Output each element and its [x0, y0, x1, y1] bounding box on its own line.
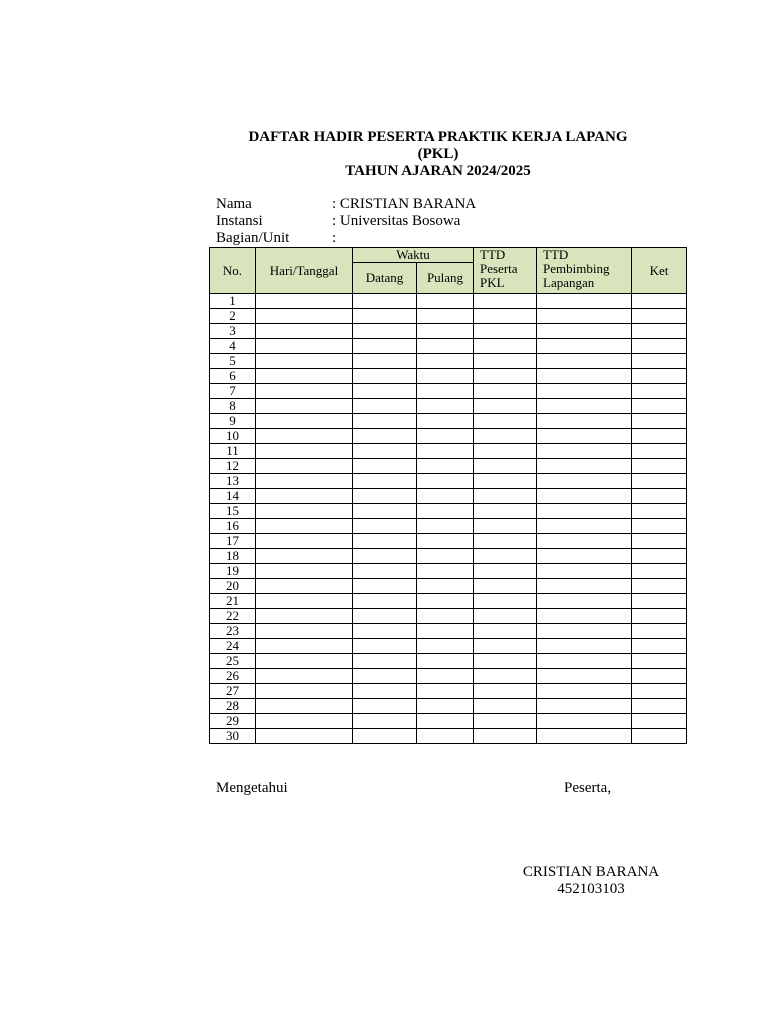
- cell-datang: [353, 324, 417, 339]
- ttd-peserta-line-1: TTD: [480, 247, 506, 262]
- cell-ttd-pembimbing: [537, 594, 632, 609]
- cell-datang: [353, 354, 417, 369]
- cell-datang: [353, 429, 417, 444]
- cell-datang: [353, 474, 417, 489]
- cell-datang: [353, 669, 417, 684]
- cell-no: 21: [210, 594, 256, 609]
- cell-ket: [632, 564, 687, 579]
- cell-ttd-peserta: [474, 429, 537, 444]
- table-row: [210, 309, 687, 324]
- cell-datang: [353, 594, 417, 609]
- cell-pulang: [417, 564, 474, 579]
- cell-no: 22: [210, 609, 256, 624]
- signature-block: [516, 864, 666, 898]
- cell-no: 19: [210, 564, 256, 579]
- cell-pulang: [417, 489, 474, 504]
- info-row-nama: [216, 196, 616, 213]
- cell-ttd-pembimbing: [537, 579, 632, 594]
- cell-ttd-pembimbing: [537, 699, 632, 714]
- cell-no: 8: [210, 399, 256, 414]
- cell-ttd-peserta: [474, 354, 537, 369]
- cell-no: 16: [210, 519, 256, 534]
- cell-ttd-pembimbing: [537, 729, 632, 744]
- cell-no: 14: [210, 489, 256, 504]
- header-hari-tanggal: Hari/Tanggal: [256, 248, 353, 294]
- cell-ttd-pembimbing: [537, 309, 632, 324]
- cell-ttd-peserta: [474, 414, 537, 429]
- table-row: [210, 504, 687, 519]
- cell-pulang: [417, 459, 474, 474]
- cell-datang: [353, 309, 417, 324]
- cell-pulang: [417, 444, 474, 459]
- cell-ket: [632, 444, 687, 459]
- cell-hari-tanggal: [256, 414, 353, 429]
- cell-pulang: [417, 714, 474, 729]
- bagian-label: Bagian/Unit: [216, 230, 290, 246]
- cell-no: 5: [210, 354, 256, 369]
- table-row: [210, 459, 687, 474]
- cell-ket: [632, 579, 687, 594]
- cell-hari-tanggal: [256, 399, 353, 414]
- cell-ttd-pembimbing: [537, 534, 632, 549]
- cell-pulang: [417, 639, 474, 654]
- cell-ket: [632, 399, 687, 414]
- cell-pulang: [417, 309, 474, 324]
- cell-ttd-peserta: [474, 384, 537, 399]
- table-row: [210, 729, 687, 744]
- cell-no: 24: [210, 639, 256, 654]
- cell-pulang: [417, 504, 474, 519]
- cell-no: 7: [210, 384, 256, 399]
- cell-ttd-peserta: [474, 339, 537, 354]
- cell-ttd-peserta: [474, 729, 537, 744]
- cell-ket: [632, 384, 687, 399]
- cell-no: 12: [210, 459, 256, 474]
- signer-name: CRISTIAN BARANA: [522, 864, 660, 880]
- cell-ket: [632, 699, 687, 714]
- table-row: [210, 684, 687, 699]
- nama-value: : CRISTIAN BARANA: [332, 196, 477, 212]
- cell-no: 17: [210, 534, 256, 549]
- nama-label: Nama: [216, 196, 252, 212]
- cell-hari-tanggal: [256, 639, 353, 654]
- cell-hari-tanggal: [256, 729, 353, 744]
- cell-hari-tanggal: [256, 504, 353, 519]
- cell-ttd-pembimbing: [537, 339, 632, 354]
- table-row: [210, 609, 687, 624]
- table-row: [210, 369, 687, 384]
- cell-ket: [632, 369, 687, 384]
- cell-datang: [353, 549, 417, 564]
- ttd-peserta-line-2: Peserta: [480, 261, 518, 276]
- info-row-instansi: [216, 213, 616, 230]
- cell-ket: [632, 594, 687, 609]
- cell-pulang: [417, 579, 474, 594]
- cell-datang: [353, 729, 417, 744]
- cell-hari-tanggal: [256, 294, 353, 309]
- cell-datang: [353, 534, 417, 549]
- cell-ttd-pembimbing: [537, 459, 632, 474]
- cell-pulang: [417, 399, 474, 414]
- cell-ttd-peserta: [474, 489, 537, 504]
- ttd-pembimbing-line-3: Lapangan: [543, 275, 595, 290]
- cell-hari-tanggal: [256, 534, 353, 549]
- cell-ttd-pembimbing: [537, 384, 632, 399]
- table-row: [210, 294, 687, 309]
- cell-hari-tanggal: [256, 339, 353, 354]
- cell-ttd-peserta: [474, 474, 537, 489]
- cell-no: 11: [210, 444, 256, 459]
- cell-datang: [353, 294, 417, 309]
- cell-ttd-peserta: [474, 534, 537, 549]
- cell-datang: [353, 639, 417, 654]
- cell-hari-tanggal: [256, 609, 353, 624]
- cell-ket: [632, 504, 687, 519]
- header-no: No.: [210, 248, 256, 294]
- cell-no: 27: [210, 684, 256, 699]
- cell-ttd-peserta: [474, 684, 537, 699]
- cell-hari-tanggal: [256, 699, 353, 714]
- cell-pulang: [417, 414, 474, 429]
- cell-ket: [632, 669, 687, 684]
- cell-ttd-peserta: [474, 699, 537, 714]
- cell-hari-tanggal: [256, 669, 353, 684]
- cell-ket: [632, 489, 687, 504]
- cell-pulang: [417, 624, 474, 639]
- cell-ket: [632, 324, 687, 339]
- title-line-3: TAHUN AJARAN 2024/2025: [345, 163, 531, 179]
- cell-no: 20: [210, 579, 256, 594]
- peserta-label: Peserta,: [564, 780, 612, 796]
- table-row: [210, 699, 687, 714]
- cell-ttd-pembimbing: [537, 519, 632, 534]
- cell-hari-tanggal: [256, 429, 353, 444]
- ttd-pembimbing-line-1: TTD: [543, 247, 569, 262]
- cell-datang: [353, 624, 417, 639]
- cell-ttd-pembimbing: [537, 624, 632, 639]
- table-row: [210, 489, 687, 504]
- instansi-label: Instansi: [216, 213, 263, 229]
- cell-hari-tanggal: [256, 564, 353, 579]
- signer-id: 452103103: [557, 881, 625, 897]
- cell-no: 13: [210, 474, 256, 489]
- table-row: [210, 414, 687, 429]
- cell-datang: [353, 564, 417, 579]
- cell-no: 1: [210, 294, 256, 309]
- cell-ttd-peserta: [474, 609, 537, 624]
- cell-pulang: [417, 354, 474, 369]
- cell-ttd-pembimbing: [537, 489, 632, 504]
- cell-datang: [353, 699, 417, 714]
- cell-datang: [353, 504, 417, 519]
- cell-hari-tanggal: [256, 459, 353, 474]
- table-row: [210, 444, 687, 459]
- cell-ket: [632, 519, 687, 534]
- cell-pulang: [417, 594, 474, 609]
- cell-pulang: [417, 684, 474, 699]
- cell-ket: [632, 459, 687, 474]
- cell-ttd-peserta: [474, 324, 537, 339]
- cell-datang: [353, 444, 417, 459]
- header-ttd-pembimbing: [537, 248, 632, 294]
- header-ttd-peserta: [474, 248, 537, 294]
- cell-pulang: [417, 429, 474, 444]
- cell-no: 15: [210, 504, 256, 519]
- cell-no: 4: [210, 339, 256, 354]
- cell-ttd-peserta: [474, 459, 537, 474]
- cell-ket: [632, 354, 687, 369]
- title-line-1: DAFTAR HADIR PESERTA PRAKTIK KERJA LAPANG: [248, 129, 628, 145]
- table-row: [210, 354, 687, 369]
- table-row: [210, 594, 687, 609]
- cell-pulang: [417, 729, 474, 744]
- cell-ttd-pembimbing: [537, 564, 632, 579]
- cell-ttd-peserta: [474, 309, 537, 324]
- bagian-value: :: [332, 230, 337, 246]
- document-title: [200, 129, 676, 180]
- cell-ttd-pembimbing: [537, 354, 632, 369]
- cell-pulang: [417, 654, 474, 669]
- cell-hari-tanggal: [256, 324, 353, 339]
- cell-no: 26: [210, 669, 256, 684]
- cell-ttd-pembimbing: [537, 294, 632, 309]
- ttd-peserta-line-3: PKL: [480, 275, 505, 290]
- cell-no: 18: [210, 549, 256, 564]
- cell-no: 25: [210, 654, 256, 669]
- header-ket: Ket: [632, 248, 687, 294]
- table-row: [210, 399, 687, 414]
- cell-datang: [353, 654, 417, 669]
- cell-datang: [353, 489, 417, 504]
- cell-pulang: [417, 669, 474, 684]
- cell-no: 2: [210, 309, 256, 324]
- cell-ttd-pembimbing: [537, 429, 632, 444]
- cell-datang: [353, 684, 417, 699]
- cell-pulang: [417, 609, 474, 624]
- header-pulang: Pulang: [417, 263, 474, 294]
- cell-hari-tanggal: [256, 384, 353, 399]
- cell-ttd-pembimbing: [537, 639, 632, 654]
- table-row: [210, 324, 687, 339]
- cell-hari-tanggal: [256, 714, 353, 729]
- cell-hari-tanggal: [256, 444, 353, 459]
- cell-ttd-peserta: [474, 624, 537, 639]
- cell-hari-tanggal: [256, 474, 353, 489]
- cell-pulang: [417, 384, 474, 399]
- cell-no: 9: [210, 414, 256, 429]
- cell-ttd-pembimbing: [537, 444, 632, 459]
- cell-ttd-pembimbing: [537, 504, 632, 519]
- cell-hari-tanggal: [256, 579, 353, 594]
- cell-no: 29: [210, 714, 256, 729]
- cell-ttd-pembimbing: [537, 369, 632, 384]
- cell-ttd-peserta: [474, 669, 537, 684]
- cell-hari-tanggal: [256, 549, 353, 564]
- cell-no: 30: [210, 729, 256, 744]
- mengetahui-label: Mengetahui: [216, 780, 288, 796]
- cell-ttd-pembimbing: [537, 414, 632, 429]
- cell-datang: [353, 714, 417, 729]
- cell-ttd-peserta: [474, 654, 537, 669]
- cell-ttd-peserta: [474, 714, 537, 729]
- header-waktu: Waktu: [353, 248, 474, 263]
- cell-pulang: [417, 534, 474, 549]
- attendance-table-body: [210, 294, 687, 744]
- cell-datang: [353, 414, 417, 429]
- cell-ttd-pembimbing: [537, 609, 632, 624]
- cell-ttd-pembimbing: [537, 399, 632, 414]
- table-row: [210, 639, 687, 654]
- cell-hari-tanggal: [256, 519, 353, 534]
- cell-datang: [353, 369, 417, 384]
- cell-ket: [632, 729, 687, 744]
- table-row: [210, 474, 687, 489]
- cell-hari-tanggal: [256, 309, 353, 324]
- cell-ket: [632, 714, 687, 729]
- cell-ttd-pembimbing: [537, 549, 632, 564]
- attendance-table: [209, 247, 687, 744]
- cell-ket: [632, 309, 687, 324]
- table-row: [210, 534, 687, 549]
- cell-hari-tanggal: [256, 369, 353, 384]
- cell-ket: [632, 639, 687, 654]
- cell-hari-tanggal: [256, 594, 353, 609]
- info-row-bagian: [216, 230, 616, 247]
- cell-ttd-peserta: [474, 399, 537, 414]
- cell-ttd-peserta: [474, 564, 537, 579]
- instansi-value: : Universitas Bosowa: [332, 213, 461, 229]
- cell-pulang: [417, 519, 474, 534]
- cell-ket: [632, 474, 687, 489]
- cell-ttd-peserta: [474, 444, 537, 459]
- cell-pulang: [417, 324, 474, 339]
- cell-ttd-peserta: [474, 519, 537, 534]
- cell-ttd-peserta: [474, 294, 537, 309]
- cell-ket: [632, 534, 687, 549]
- cell-datang: [353, 609, 417, 624]
- cell-pulang: [417, 339, 474, 354]
- cell-no: 6: [210, 369, 256, 384]
- cell-pulang: [417, 369, 474, 384]
- cell-ttd-peserta: [474, 594, 537, 609]
- table-row: [210, 624, 687, 639]
- cell-ket: [632, 429, 687, 444]
- cell-no: 28: [210, 699, 256, 714]
- cell-no: 23: [210, 624, 256, 639]
- cell-hari-tanggal: [256, 624, 353, 639]
- cell-ttd-peserta: [474, 369, 537, 384]
- cell-ket: [632, 624, 687, 639]
- cell-datang: [353, 519, 417, 534]
- cell-datang: [353, 459, 417, 474]
- cell-ket: [632, 609, 687, 624]
- cell-pulang: [417, 294, 474, 309]
- cell-ttd-pembimbing: [537, 669, 632, 684]
- table-row: [210, 669, 687, 684]
- cell-no: 3: [210, 324, 256, 339]
- cell-ttd-pembimbing: [537, 654, 632, 669]
- cell-hari-tanggal: [256, 489, 353, 504]
- ttd-pembimbing-line-2: Pembimbing: [543, 261, 610, 276]
- cell-datang: [353, 399, 417, 414]
- cell-datang: [353, 384, 417, 399]
- cell-ttd-pembimbing: [537, 474, 632, 489]
- cell-ket: [632, 684, 687, 699]
- table-row: [210, 339, 687, 354]
- cell-ket: [632, 654, 687, 669]
- table-row: [210, 549, 687, 564]
- cell-ttd-peserta: [474, 579, 537, 594]
- title-line-2: (PKL): [417, 146, 459, 162]
- cell-hari-tanggal: [256, 654, 353, 669]
- cell-ttd-peserta: [474, 639, 537, 654]
- cell-hari-tanggal: [256, 354, 353, 369]
- cell-ttd-pembimbing: [537, 714, 632, 729]
- table-row: [210, 519, 687, 534]
- cell-ttd-peserta: [474, 549, 537, 564]
- participant-info: [216, 196, 616, 247]
- cell-ket: [632, 339, 687, 354]
- cell-ket: [632, 549, 687, 564]
- header-datang: Datang: [353, 263, 417, 294]
- header-row-1: [210, 248, 687, 263]
- table-row: [210, 714, 687, 729]
- table-row: [210, 564, 687, 579]
- cell-ket: [632, 414, 687, 429]
- cell-hari-tanggal: [256, 684, 353, 699]
- cell-ttd-pembimbing: [537, 324, 632, 339]
- cell-ket: [632, 294, 687, 309]
- table-row: [210, 654, 687, 669]
- cell-ttd-peserta: [474, 504, 537, 519]
- cell-ttd-pembimbing: [537, 684, 632, 699]
- cell-datang: [353, 339, 417, 354]
- cell-no: 10: [210, 429, 256, 444]
- table-row: [210, 429, 687, 444]
- cell-pulang: [417, 474, 474, 489]
- cell-pulang: [417, 699, 474, 714]
- cell-datang: [353, 579, 417, 594]
- table-row: [210, 384, 687, 399]
- table-row: [210, 579, 687, 594]
- cell-pulang: [417, 549, 474, 564]
